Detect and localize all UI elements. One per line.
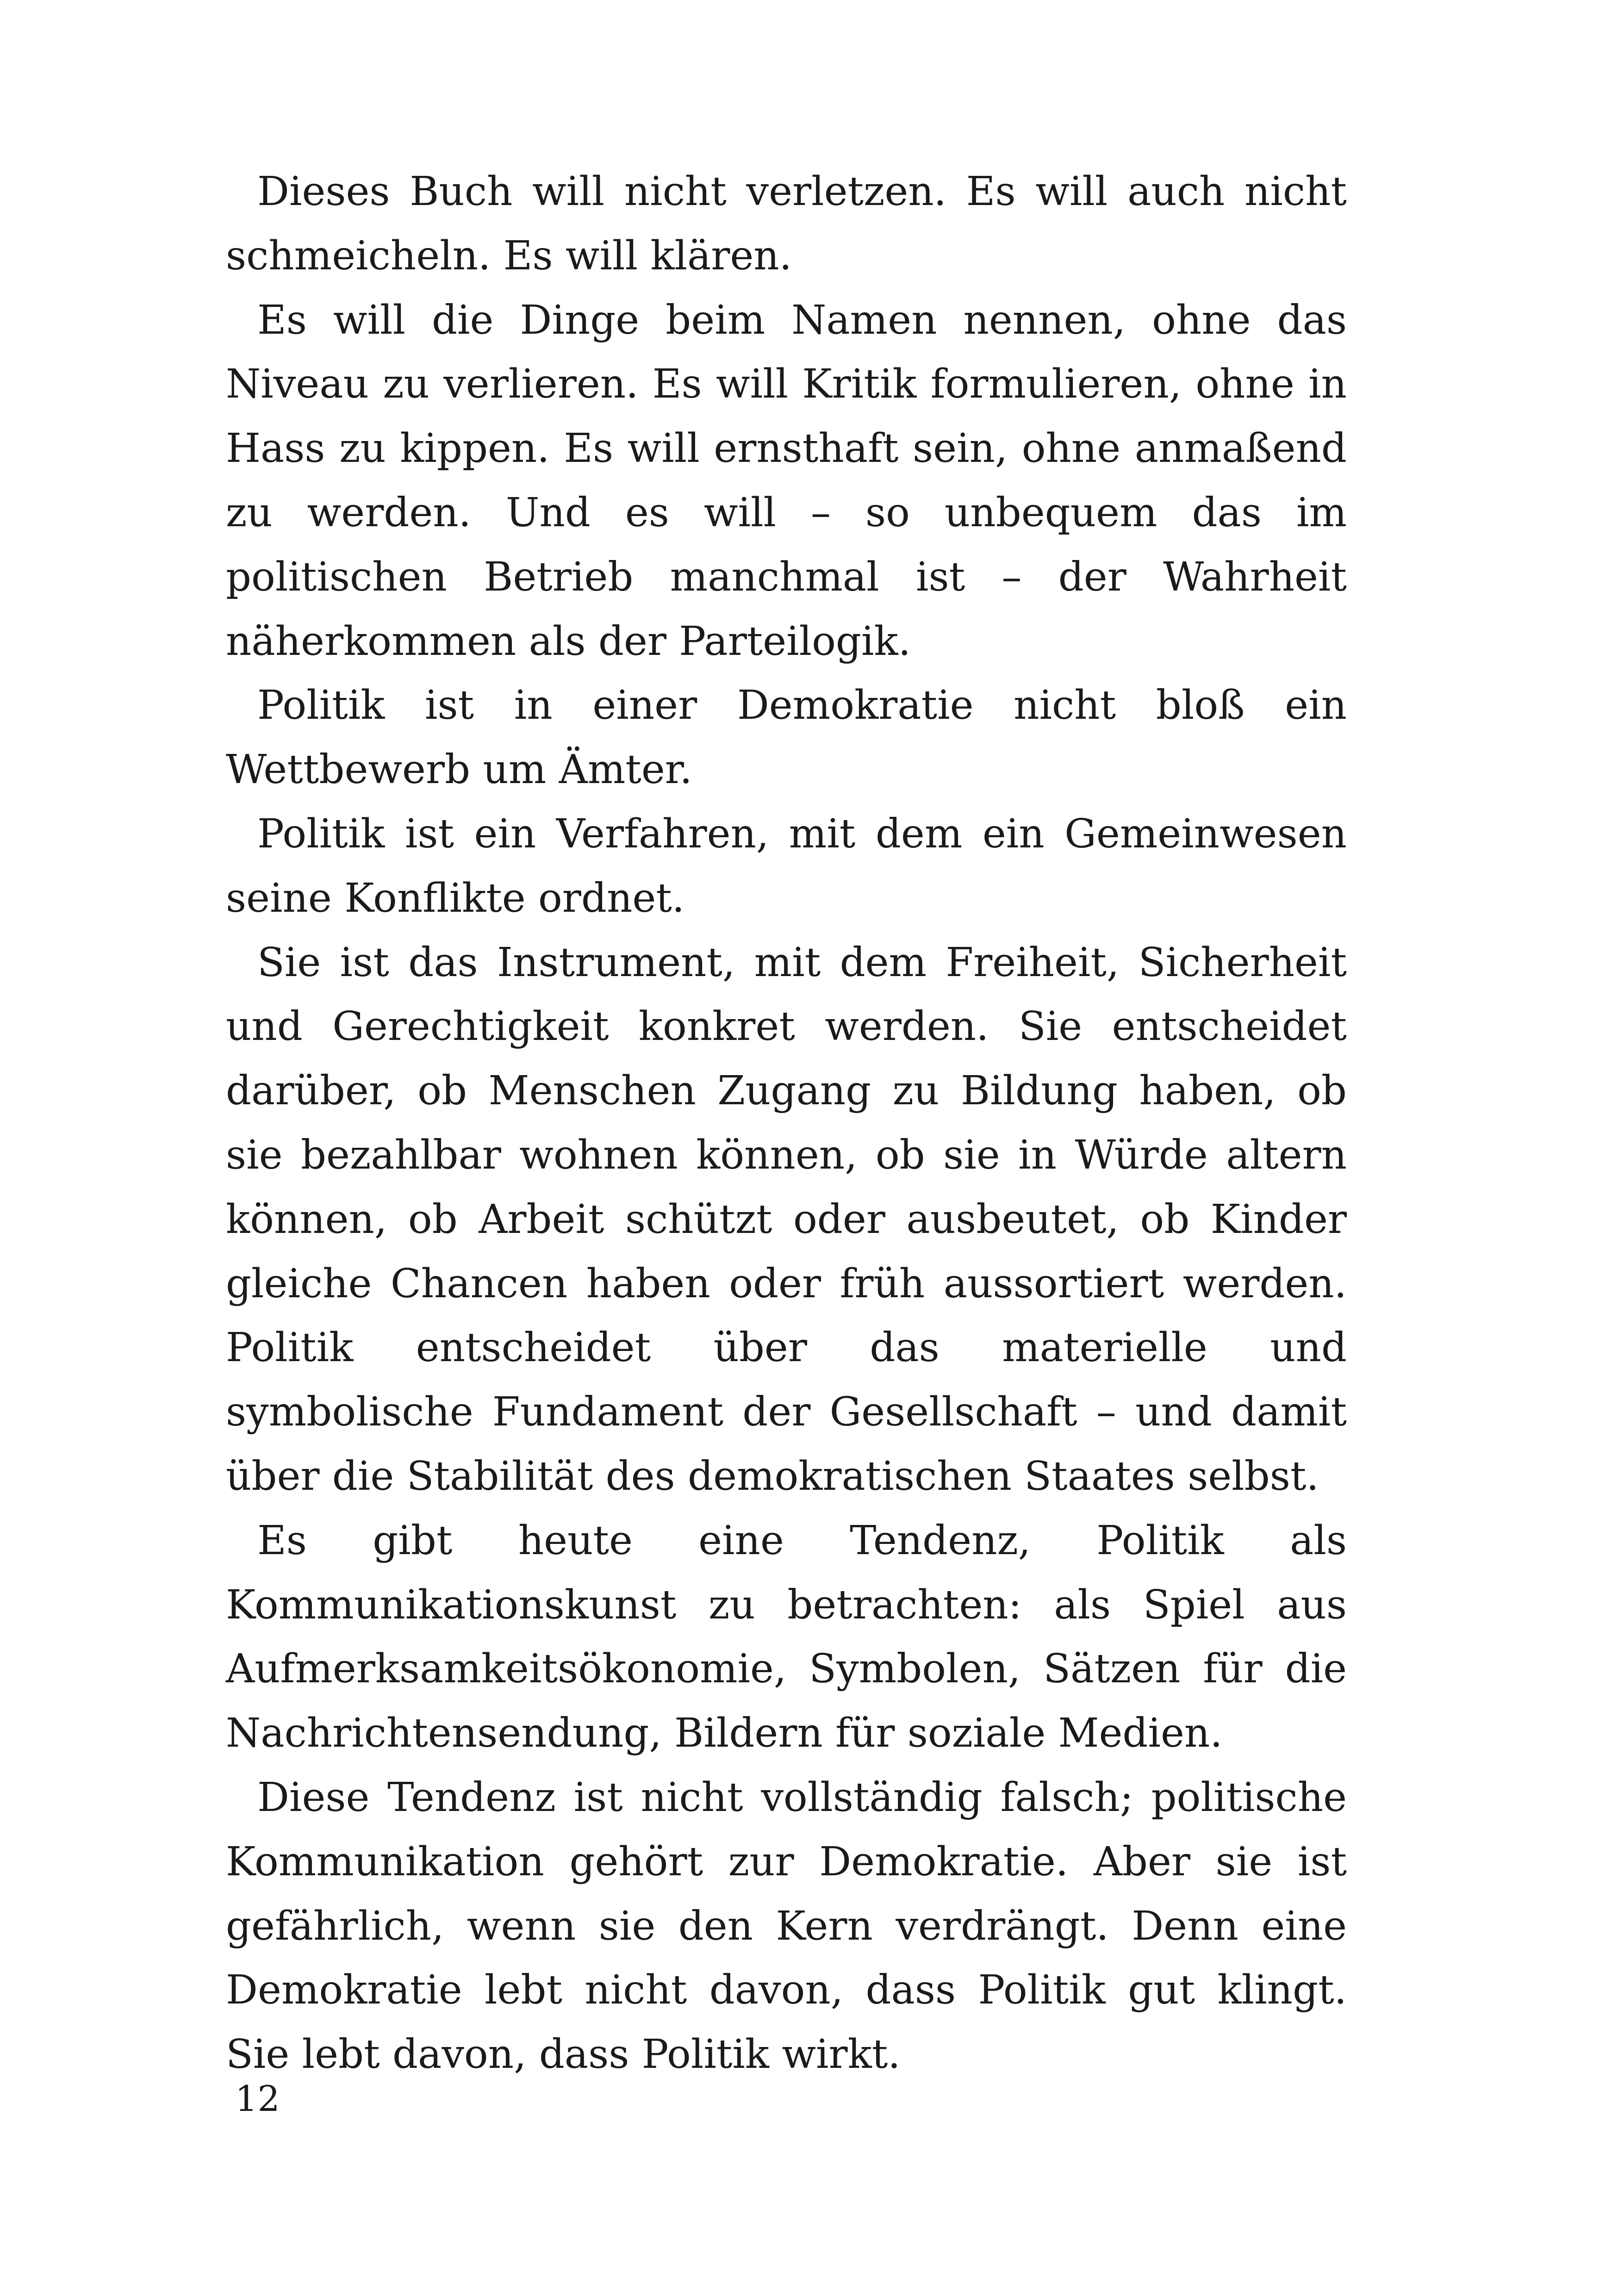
page-number: 12 [235,2078,280,2119]
body-text [226,160,1347,2087]
paragraph: Politik ist in einer Demokratie nicht bloß ein Wettbewerb um Ämter. [226,682,1347,793]
paragraph: Diese Tendenz ist nicht vollständig falsch; politische Kommunikation gehört zur Demokratie. Aber sie ist gefährlich, wenn sie den Kern verdrängt. Denn eine Demokratie lebt nicht davon, dass Politik gut klingt. Sie lebt davon, dass Politik wirkt. [226,1774,1347,2078]
paragraph: Es gibt heute eine Tendenz, Politik als Kommunikationskunst zu betrachten: als Spiel aus Aufmerksamkeitsökonomie, Symbolen, Sätzen für die Nachrichtensendung, Bildern für soziale Medien. [226,1517,1347,1757]
paragraph: Sie ist das Instrument, mit dem Freiheit, Sicherheit und Gerechtigkeit konkret werden. Sie entscheidet darüber, ob Menschen Zugang zu Bildung haben, ob sie bezahlbar wohnen können, ob sie in Würde altern können, ob Arbeit schützt oder ausbeutet, ob Kinder gleiche Chancen haben oder früh aussortiert werden. Politik entscheidet über das materielle und symbolische Fundament der Gesellschaft – und damit über die Stabilität des demokratischen Staates selbst. [226,939,1347,1500]
paragraph: Es will die Dinge beim Namen nennen, ohne das Niveau zu verlieren. Es will Kritik formulieren, ohne in Hass zu kippen. Es will ernsthaft sein, ohne anmaßend zu werden. Und es will – so unbequem das im politischen Betrieb manchmal ist – der Wahrheit näherkommen als der Parteilogik. [226,297,1347,665]
paragraph: Dieses Buch will nicht verletzen. Es will auch nicht schmeicheln. Es will klären. [226,168,1347,279]
paragraph: Politik ist ein Verfahren, mit dem ein Gemeinwesen seine Konflikte ordnet. [226,810,1347,921]
